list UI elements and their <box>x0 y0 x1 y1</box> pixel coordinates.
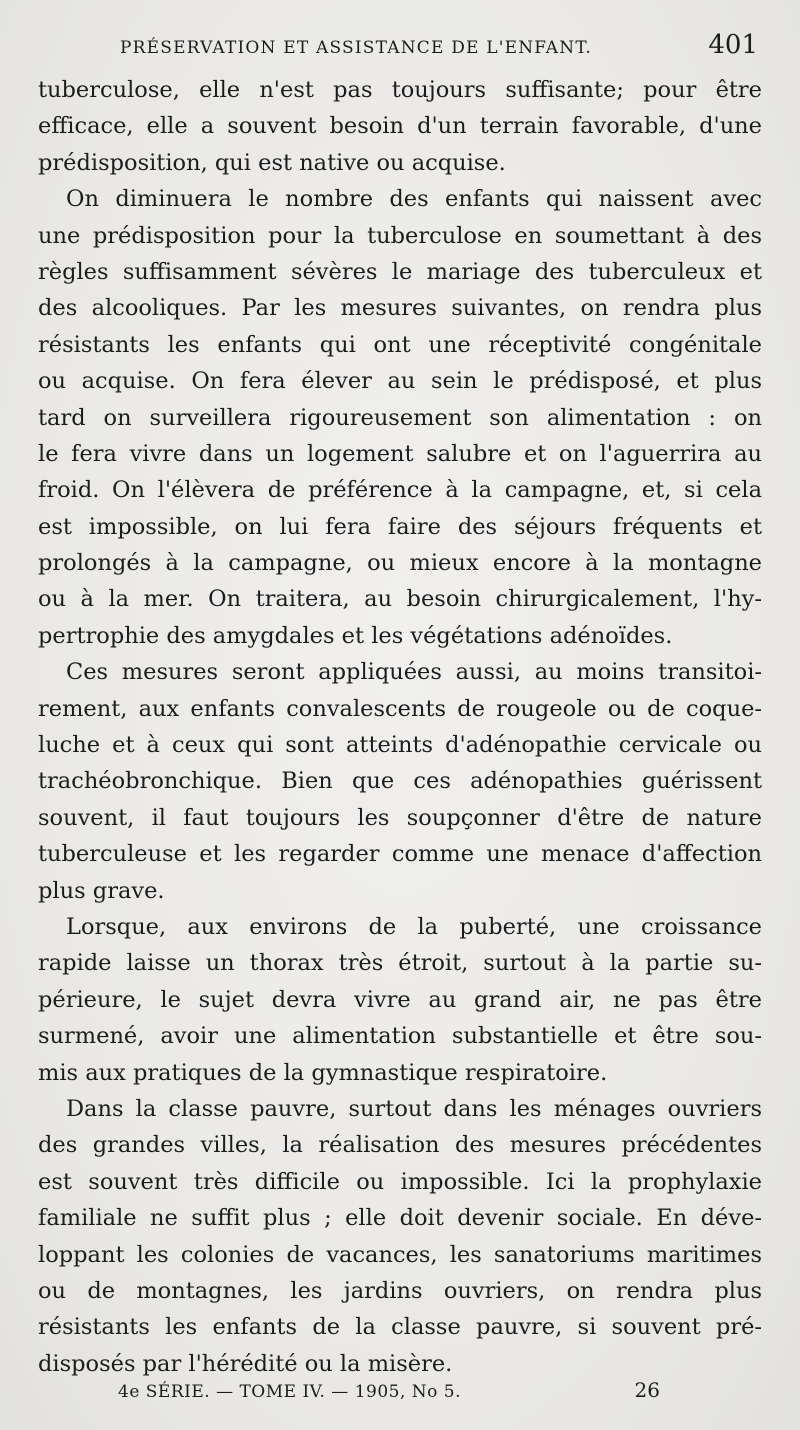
text-line: plus grave. <box>38 877 165 904</box>
signature-mark: 26 <box>634 1378 660 1402</box>
text-line: Ces mesures seront appliquées aussi, au moins transitoi- <box>66 659 762 686</box>
text-line: froid. On l'élèvera de préférence à la campagne, et, si cela <box>38 477 762 504</box>
running-title: PRÉSERVATION ET ASSISTANCE DE L'ENFANT. <box>120 38 593 58</box>
text-line: rement, aux enfants convalescents de rougeole ou de coque- <box>38 695 762 722</box>
text-line: tuberculose, elle n'est pas toujours suffisante; pour être <box>38 77 762 103</box>
text-line: des alcooliques. Par les mesures suivantes, on rendra plus <box>38 295 762 322</box>
page-footer <box>118 1378 660 1408</box>
text-line: familiale ne suffit plus ; elle doit devenir sociale. En déve- <box>38 1205 762 1232</box>
series-info: 4e SÉRIE. — TOME IV. — 1905, No 5. <box>118 1382 462 1402</box>
text-line: tuberculeuse et les regarder comme une menace d'affection <box>38 841 762 868</box>
text-line: prédisposition, qui est native ou acquise. <box>38 149 506 176</box>
text-line: ou de montagnes, les jardins ouvriers, on rendra plus <box>38 1277 762 1304</box>
text-line: Lorsque, aux environs de la puberté, une croissance <box>66 913 762 940</box>
page-number: 401 <box>708 30 758 60</box>
text-line: rapide laisse un thorax très étroit, surtout à la partie su- <box>38 950 762 977</box>
text-line: luche et à ceux qui sont atteints d'adénopathie cervicale ou <box>38 732 762 759</box>
text-line: prolongés à la campagne, ou mieux encore à la montagne <box>38 550 762 577</box>
text-line: pertrophie des amygdales et les végétations adénoïdes. <box>38 622 673 649</box>
body-text <box>38 72 762 1382</box>
text-line: mis aux pratiques de la gymnastique respiratoire. <box>38 1059 608 1086</box>
text-line: est souvent très difficile ou impossible. Ici la prophylaxie <box>38 1168 762 1195</box>
text-line: ou à la mer. On traitera, au besoin chirurgicalement, l'hy- <box>38 586 762 613</box>
text-line: ou acquise. On fera élever au sein le prédisposé, et plus <box>38 368 762 395</box>
text-line: loppant les colonies de vacances, les sanatoriums maritimes <box>38 1241 762 1268</box>
text-line: Dans la classe pauvre, surtout dans les ménages ouvriers <box>66 1095 762 1122</box>
text-line: le fera vivre dans un logement salubre et on l'aguerrira au <box>38 440 762 467</box>
text-line: une prédisposition pour la tuberculose en soumettant à des <box>38 222 762 249</box>
text-line: résistants les enfants de la classe pauvre, si souvent pré- <box>38 1314 762 1341</box>
text-line: On diminuera le nombre des enfants qui naissent avec <box>66 186 762 213</box>
text-line: tard on surveillera rigoureusement son alimentation : on <box>38 404 762 431</box>
text-line: surmené, avoir une alimentation substantielle et être sou- <box>38 1023 762 1050</box>
text-line: souvent, il faut toujours les soupçonner d'être de nature <box>38 804 762 831</box>
text-line: des grandes villes, la réalisation des mesures précédentes <box>38 1132 762 1159</box>
text-line: périeure, le sujet devra vivre au grand air, ne pas être <box>38 986 762 1013</box>
text-line: disposés par l'hérédité ou la misère. <box>38 1350 453 1377</box>
text-line: efficace, elle a souvent besoin d'un terrain favorable, d'une <box>38 113 762 140</box>
text-line: est impossible, on lui fera faire des séjours fréquents et <box>38 513 762 540</box>
text-line: trachéobronchique. Bien que ces adénopathies guérissent <box>38 768 762 795</box>
text-line: règles suffisamment sévères le mariage des tuberculeux et <box>38 258 762 285</box>
page-header <box>36 28 764 68</box>
text-line: résistants les enfants qui ont une réceptivité congénitale <box>38 331 762 358</box>
